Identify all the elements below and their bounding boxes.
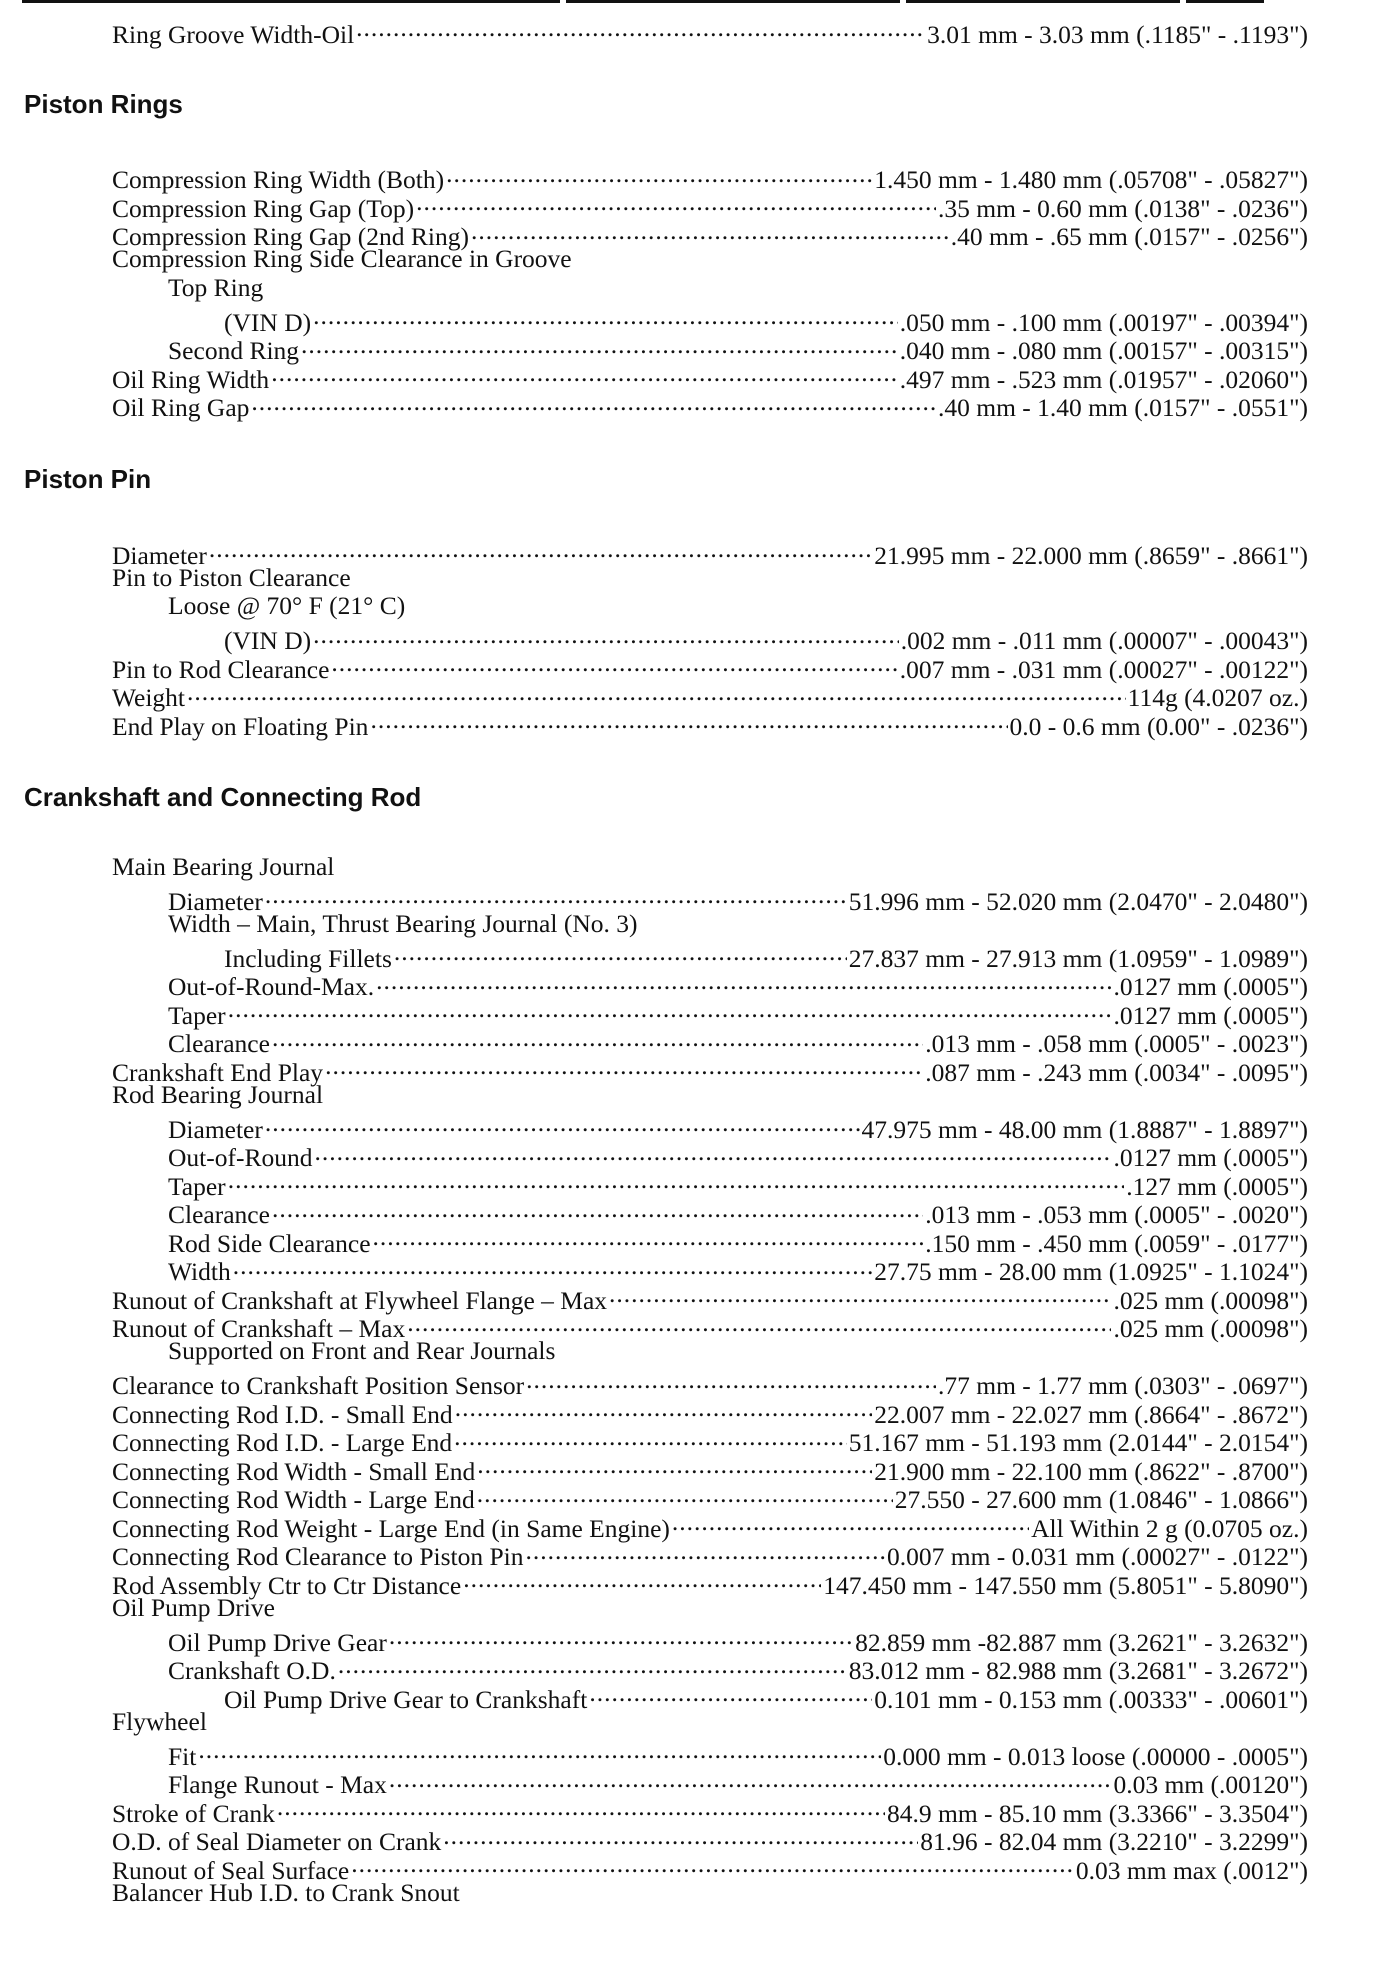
spec-heading-row: Supported on Front and Rear Journals (168, 1336, 556, 1365)
spec-row (112, 1394, 1308, 1429)
spec-page (0, 14, 1392, 1907)
spec-value: 84.9 mm - 85.10 mm (3.3366" - 3.3504") (887, 1798, 1308, 1828)
spec-value: .050 mm - .100 mm (.00197" - .00394") (899, 307, 1308, 337)
leader-dots (271, 359, 898, 388)
leader-dots (325, 1052, 923, 1081)
leader-dots (394, 938, 847, 967)
spec-label: Stroke of Crank (112, 1798, 275, 1828)
spec-label: Runout of Seal Surface (112, 1855, 350, 1885)
spec-row (168, 1736, 1308, 1771)
section-title: Crankshaft and Connecting Rod (24, 781, 422, 812)
spec-row (112, 1537, 1308, 1571)
spec-value: 147.450 mm - 147.550 mm (5.8051" - 5.8090") (823, 1570, 1308, 1600)
spec-label: Runout of Crankshaft at Flywheel Flange – Max (112, 1285, 608, 1315)
spec-value: .013 mm - .053 mm (.0005" - .0020") (925, 1200, 1308, 1229)
spec-value: .77 mm - 1.77 mm (.0303" - .0697") (938, 1371, 1308, 1400)
spec-value: 81.96 - 82.04 mm (3.2210" - 3.2299") (920, 1827, 1308, 1856)
spec-value: .0127 mm (.0005") (1113, 972, 1308, 1001)
leader-dots (389, 1765, 1112, 1794)
spec-value: .40 mm - .65 mm (.0157" - .0256") (950, 222, 1308, 251)
spec-label: Including Fillets (224, 943, 392, 973)
leader-dots (272, 1024, 923, 1053)
spec-heading-row: Pin to Piston Clearance (112, 562, 351, 592)
spec-row (224, 621, 1308, 655)
spec-row (168, 1765, 1308, 1799)
spec-row (112, 678, 1308, 712)
spec-heading-row: Compression Ring Side Clearance in Groove (112, 244, 572, 273)
spec-heading-row: Rod Bearing Journal (112, 1079, 324, 1109)
spec-row (168, 1252, 1308, 1286)
spec-row (112, 217, 1308, 251)
spec-value: 0.03 mm max (.0012") (1075, 1855, 1308, 1885)
leader-dots (477, 1480, 893, 1509)
leader-dots (265, 881, 847, 910)
spec-row (168, 1622, 1308, 1657)
spec-row (224, 1679, 1308, 1714)
spec-heading-row: Balancer Hub I.D. to Crank Snout (112, 1877, 460, 1907)
spec-value: .150 mm - .450 mm (.0059" - .0177") (925, 1228, 1308, 1258)
leader-dots (526, 1537, 886, 1566)
spec-row (112, 388, 1308, 422)
spec-row (168, 881, 1308, 916)
leader-dots (313, 302, 898, 331)
spec-row (112, 160, 1308, 194)
spec-value: .025 mm (.00098") (1113, 1314, 1308, 1343)
spec-label: Compression Ring Width (Both) (112, 165, 445, 194)
spec-row (224, 302, 1308, 337)
spec-label: Connecting Rod Width - Large End (112, 1485, 475, 1514)
top-rule-gap (1180, 0, 1186, 3)
spec-label: (VIN D) (224, 626, 312, 655)
spec-value: 0.000 mm - 0.013 loose (.00000 - .0005") (883, 1741, 1308, 1771)
spec-label: Crankshaft End Play (112, 1057, 324, 1087)
spec-heading-row: Top Ring (168, 272, 264, 302)
spec-row (112, 1309, 1308, 1343)
spec-value: .087 mm - .243 mm (.0034" - .0095") (925, 1057, 1308, 1087)
leader-dots (454, 1423, 847, 1452)
spec-value: All Within 2 g (0.0705 oz.) (1031, 1513, 1308, 1543)
spec-value: 47.975 mm - 48.00 mm (1.8887" - 1.8897") (861, 1114, 1308, 1144)
spec-heading-row: Flywheel (112, 1706, 207, 1736)
spec-label: Out-of-Round (168, 1143, 313, 1172)
spec-value: 27.75 mm - 28.00 mm (1.0925" - 1.1024") (874, 1257, 1308, 1286)
spec-label: Flange Runout - Max (168, 1770, 387, 1799)
spec-row (168, 1138, 1308, 1172)
spec-value: .007 mm - .031 mm (.00027" - .00122") (899, 654, 1308, 684)
spec-label: (VIN D) (224, 307, 312, 337)
spec-label: Fit (168, 1741, 197, 1771)
spec-label: Diameter (112, 540, 207, 570)
spec-value: 0.101 mm - 0.153 mm (.00333" - .00601") (874, 1684, 1308, 1714)
spec-label: Taper (168, 1171, 226, 1201)
leader-dots (370, 706, 1007, 735)
leader-dots (463, 1565, 821, 1594)
leader-dots (471, 217, 949, 246)
spec-value: .025 mm (.00098") (1113, 1285, 1308, 1315)
spec-row (112, 649, 1308, 684)
leader-dots (376, 967, 1111, 996)
leader-dots (187, 678, 1126, 707)
spec-heading-row: Main Bearing Journal (112, 851, 335, 881)
spec-label: Weight (112, 683, 186, 712)
leader-dots (228, 1166, 1125, 1195)
spec-value: 0.0 - 0.6 mm (0.00" - .0236") (1009, 711, 1308, 741)
spec-value: .497 mm - .523 mm (.01957" - .02060") (899, 364, 1308, 394)
top-rule-gap (900, 0, 906, 3)
spec-label: Runout of Crankshaft – Max (112, 1314, 406, 1343)
leader-dots (265, 1109, 860, 1138)
spec-row (224, 938, 1308, 973)
spec-heading-row: Oil Pump Drive (112, 1592, 275, 1622)
spec-label: End Play on Floating Pin (112, 711, 369, 741)
spec-value: .0127 mm (.0005") (1113, 1000, 1308, 1030)
spec-value: 82.859 mm -82.887 mm (3.2621" - 3.2632") (855, 1627, 1308, 1657)
spec-value: 1.450 mm - 1.480 mm (.05708" - .05827") (874, 165, 1308, 194)
leader-dots (272, 1195, 923, 1224)
leader-dots (609, 1280, 1111, 1309)
leader-dots (373, 1223, 924, 1252)
leader-dots (672, 1508, 1029, 1537)
leader-dots (209, 535, 872, 564)
spec-row (168, 1195, 1308, 1229)
leader-dots (526, 1366, 936, 1395)
spec-label: Clearance (168, 1029, 270, 1058)
spec-value: 83.012 mm - 82.988 mm (3.2681" - 3.2672") (848, 1656, 1308, 1685)
spec-value: .35 mm - 0.60 mm (.0138" - .0236") (938, 193, 1308, 223)
top-rule-gap (560, 0, 566, 3)
spec-row (112, 1565, 1308, 1600)
spec-row (112, 1508, 1308, 1543)
spec-row (112, 1822, 1308, 1856)
leader-dots (416, 188, 936, 217)
spec-label: Pin to Rod Clearance (112, 654, 330, 684)
spec-value: 27.837 mm - 27.913 mm (1.0959" - 1.0989") (848, 943, 1308, 973)
spec-value: .0127 mm (.0005") (1113, 1143, 1308, 1172)
spec-row (112, 14, 1308, 49)
leader-dots (277, 1793, 885, 1822)
spec-value: 3.01 mm - 3.03 mm (.1185" - .1193") (927, 19, 1308, 49)
spec-label: Out-of-Round-Max. (168, 972, 375, 1001)
spec-label: Second Ring (168, 336, 300, 365)
spec-value: .127 mm (.0005") (1126, 1171, 1308, 1201)
leader-dots (301, 331, 898, 360)
leader-dots (477, 1451, 872, 1480)
spec-value: 22.007 mm - 22.027 mm (.8664" - .8672") (874, 1399, 1308, 1429)
spec-row (168, 1024, 1308, 1058)
leader-dots (251, 388, 936, 417)
spec-label: Connecting Rod Width - Small End (112, 1456, 476, 1486)
spec-label: Connecting Rod I.D. - Large End (112, 1428, 453, 1457)
spec-value: .002 mm - .011 mm (.00007" - .00043") (900, 626, 1308, 655)
spec-row (112, 1793, 1308, 1828)
spec-label: Oil Pump Drive Gear to Crankshaft (224, 1684, 588, 1714)
spec-value: 27.550 - 27.600 mm (1.0846" - 1.0866") (894, 1485, 1308, 1514)
leader-dots (313, 621, 899, 650)
spec-heading-row: Width – Main, Thrust Bearing Journal (No. 3) (168, 908, 638, 938)
spec-label: Oil Ring Width (112, 364, 270, 394)
leader-dots (443, 1822, 918, 1851)
leader-dots (351, 1850, 1074, 1879)
spec-value: 21.995 mm - 22.000 mm (.8659" - .8661") (874, 540, 1308, 570)
spec-value: 114g (4.0207 oz.) (1127, 683, 1308, 712)
spec-value: .40 mm - 1.40 mm (.0157" - .0551") (938, 393, 1308, 422)
spec-row (112, 1451, 1308, 1486)
spec-label: Diameter (168, 1114, 263, 1144)
spec-row (112, 1423, 1308, 1457)
section-title: Piston Pin (24, 464, 152, 494)
spec-heading-row: Loose @ 70° F (21° C) (168, 591, 406, 620)
spec-row (112, 1366, 1308, 1400)
spec-value: 51.167 mm - 51.193 mm (2.0144" - 2.0154") (848, 1428, 1308, 1457)
spec-row (168, 1223, 1308, 1258)
spec-row (168, 1109, 1308, 1144)
leader-dots (233, 1252, 873, 1281)
spec-row (168, 331, 1308, 365)
leader-dots (446, 160, 872, 189)
spec-row (112, 1052, 1308, 1087)
spec-label: Rod Assembly Ctr to Ctr Distance (112, 1570, 462, 1600)
leader-dots (407, 1309, 1111, 1338)
spec-value: 0.03 mm (.00120") (1113, 1770, 1308, 1799)
spec-label: Taper (168, 1000, 226, 1030)
spec-label: Oil Ring Gap (112, 393, 250, 422)
spec-row (112, 1280, 1308, 1315)
spec-row (168, 967, 1308, 1001)
leader-dots (389, 1622, 853, 1651)
spec-row (112, 1850, 1308, 1885)
spec-label: Clearance (168, 1200, 270, 1229)
spec-value: 51.996 mm - 52.020 mm (2.0470" - 2.0480") (848, 886, 1308, 916)
top-rule (22, 0, 1264, 3)
spec-row (112, 706, 1308, 741)
leader-dots (198, 1736, 881, 1765)
spec-row (168, 995, 1308, 1030)
spec-value: .040 mm - .080 mm (.00157" - .00315") (899, 336, 1308, 365)
spec-label: O.D. of Seal Diameter on Crank (112, 1827, 442, 1856)
spec-row (112, 1480, 1308, 1514)
spec-label: Clearance to Crankshaft Position Sensor (112, 1371, 525, 1400)
spec-row (112, 188, 1308, 223)
spec-row (168, 1651, 1308, 1685)
leader-dots (589, 1679, 872, 1708)
leader-dots (455, 1394, 873, 1423)
spec-label: Compression Ring Gap (Top) (112, 193, 415, 223)
spec-label: Oil Pump Drive Gear (168, 1627, 387, 1657)
spec-value: 0.007 mm - 0.031 mm (.00027" - .0122") (887, 1542, 1308, 1571)
spec-label: Crankshaft O.D. (168, 1656, 336, 1685)
spec-label: Connecting Rod Clearance to Piston Pin (112, 1542, 524, 1571)
leader-dots (331, 649, 897, 678)
spec-label: Connecting Rod Weight - Large End (in Same Engine) (112, 1513, 670, 1543)
section-title: Piston Rings (24, 88, 183, 119)
spec-sections (0, 88, 1392, 1908)
leader-dots (338, 1651, 847, 1680)
spec-label: Diameter (168, 886, 263, 916)
spec-label: Ring Groove Width-Oil (112, 19, 355, 49)
spec-row (112, 359, 1308, 394)
spec-label: Compression Ring Gap (2nd Ring) (112, 222, 469, 251)
spec-row (112, 535, 1308, 570)
spec-label: Width (168, 1257, 231, 1286)
spec-label: Rod Side Clearance (168, 1228, 371, 1258)
leader-dots (228, 995, 1112, 1024)
spec-value: .013 mm - .058 mm (.0005" - .0023") (925, 1029, 1308, 1058)
leader-dots (314, 1138, 1111, 1167)
spec-label: Connecting Rod I.D. - Small End (112, 1399, 453, 1429)
leader-dots (356, 14, 925, 43)
spec-value: 21.900 mm - 22.100 mm (.8622" - .8700") (874, 1456, 1308, 1486)
spec-row (168, 1166, 1308, 1201)
